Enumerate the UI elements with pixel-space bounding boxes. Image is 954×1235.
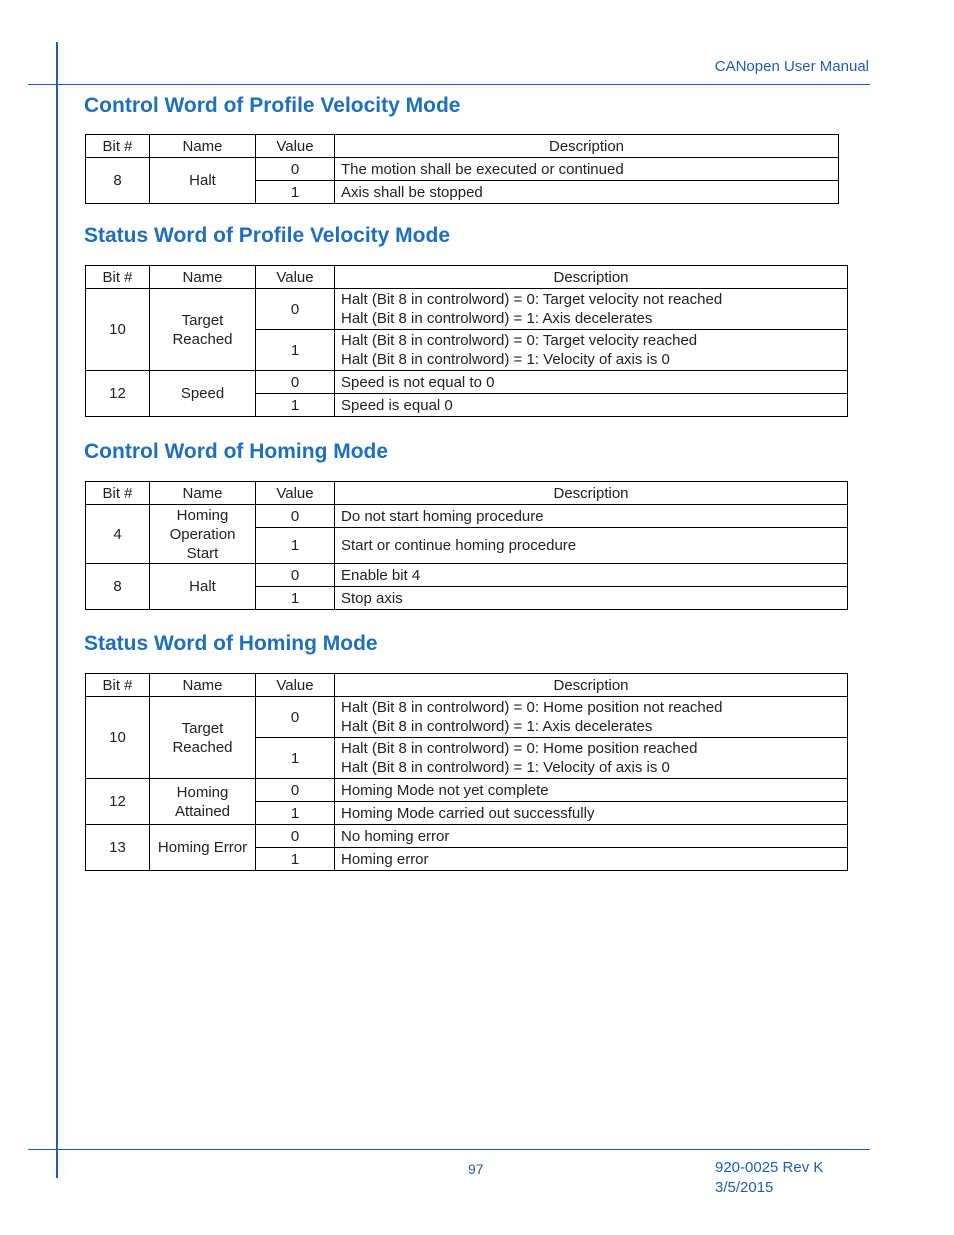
name-line: Reached <box>172 330 233 348</box>
value-cell: 0 <box>256 289 335 330</box>
description-line: Halt (Bit 8 in controlword) = 0: Target velocity not reached <box>341 291 723 308</box>
value-cell: 0 <box>256 158 335 181</box>
value-cell: 0 <box>256 825 335 848</box>
col-bit: Bit # <box>86 674 150 697</box>
description-line: Halt (Bit 8 in controlword) = 1: Axis decelerates <box>341 718 653 735</box>
col-description: Description <box>335 135 839 158</box>
col-value: Value <box>256 135 335 158</box>
name-line: Reached <box>172 738 233 756</box>
bit-cell: 8 <box>86 564 150 610</box>
table-row <box>86 158 839 181</box>
table-row <box>86 564 848 587</box>
value-cell: 1 <box>256 802 335 825</box>
name-cell <box>150 289 256 371</box>
table-row <box>86 371 848 394</box>
bit-cell: 12 <box>86 779 150 825</box>
col-name: Name <box>150 674 256 697</box>
table-header-row <box>86 482 848 505</box>
col-name: Name <box>150 135 256 158</box>
left-margin-rule <box>56 42 58 1178</box>
col-value: Value <box>256 674 335 697</box>
name-cell <box>150 779 256 825</box>
description-cell: The motion shall be executed or continued <box>335 158 839 181</box>
name-cell: Halt <box>150 564 256 610</box>
col-value: Value <box>256 482 335 505</box>
value-cell: 1 <box>256 528 335 564</box>
description-cell: Stop axis <box>335 587 848 610</box>
name-cell: Homing Error <box>150 825 256 871</box>
bit-cell: 8 <box>86 158 150 204</box>
value-cell: 1 <box>256 587 335 610</box>
name-line: Start <box>186 544 219 562</box>
description-cell: Speed is not equal to 0 <box>335 371 848 394</box>
bit-cell: 13 <box>86 825 150 871</box>
col-bit: Bit # <box>86 266 150 289</box>
bit-cell: 10 <box>86 289 150 371</box>
col-bit: Bit # <box>86 482 150 505</box>
description-line: Halt (Bit 8 in controlword) = 1: Velocity of axis is 0 <box>341 351 670 368</box>
description-cell: No homing error <box>335 825 848 848</box>
name-cell: Speed <box>150 371 256 417</box>
table-row <box>86 289 848 330</box>
description-cell: Enable bit 4 <box>335 564 848 587</box>
col-bit: Bit # <box>86 135 150 158</box>
page-number: 97 <box>468 1161 484 1177</box>
manual-title: CANopen User Manual <box>714 58 869 75</box>
value-cell: 1 <box>256 394 335 417</box>
table-row <box>86 825 848 848</box>
description-cell <box>335 697 848 738</box>
description-line: Halt (Bit 8 in controlword) = 1: Velocity of axis is 0 <box>341 759 670 776</box>
value-cell: 0 <box>256 564 335 587</box>
name-line: Homing <box>176 506 229 524</box>
bit-cell: 12 <box>86 371 150 417</box>
value-cell: 0 <box>256 505 335 528</box>
document-date: 3/5/2015 <box>715 1179 774 1196</box>
name-cell <box>150 697 256 779</box>
section-title: Status Word of Profile Velocity Mode <box>84 224 450 247</box>
description-cell: Homing Mode carried out successfully <box>335 802 848 825</box>
description-line: Halt (Bit 8 in controlword) = 0: Target velocity reached <box>341 332 698 349</box>
name-cell <box>150 505 256 564</box>
name-line: Attained <box>174 802 231 820</box>
value-cell: 0 <box>256 697 335 738</box>
status-word-homing-table <box>85 673 848 871</box>
bit-cell: 10 <box>86 697 150 779</box>
name-line: Homing <box>176 783 229 801</box>
footer-rule <box>28 1149 870 1150</box>
section-title: Control Word of Profile Velocity Mode <box>84 94 461 117</box>
description-cell: Start or continue homing procedure <box>335 528 848 564</box>
status-word-velocity-table <box>85 265 848 417</box>
value-cell: 1 <box>256 738 335 779</box>
table-row <box>86 697 848 738</box>
description-cell: Axis shall be stopped <box>335 181 839 204</box>
description-line: Halt (Bit 8 in controlword) = 0: Home position reached <box>341 740 698 757</box>
document-number: 920-0025 Rev K <box>715 1159 824 1176</box>
col-description: Description <box>335 482 848 505</box>
document-revision <box>715 1158 823 1198</box>
description-cell: Speed is equal 0 <box>335 394 848 417</box>
description-cell: Homing Mode not yet complete <box>335 779 848 802</box>
table-header-row <box>86 266 848 289</box>
description-cell: Homing error <box>335 848 848 871</box>
value-cell: 1 <box>256 330 335 371</box>
table-row <box>86 779 848 802</box>
value-cell: 0 <box>256 779 335 802</box>
header-rule <box>28 84 870 85</box>
col-description: Description <box>335 674 848 697</box>
name-line: Target <box>181 719 224 737</box>
table-row <box>86 505 848 528</box>
value-cell: 0 <box>256 371 335 394</box>
col-description: Description <box>335 266 848 289</box>
value-cell: 1 <box>256 181 335 204</box>
description-cell <box>335 330 848 371</box>
section-title: Control Word of Homing Mode <box>84 440 389 463</box>
col-value: Value <box>256 266 335 289</box>
value-cell: 1 <box>256 848 335 871</box>
section-title: Status Word of Homing Mode <box>84 632 378 655</box>
control-word-homing-table <box>85 481 848 610</box>
name-line: Target <box>181 311 224 329</box>
description-cell: Do not start homing procedure <box>335 505 848 528</box>
name-cell: Halt <box>150 158 256 204</box>
table-header-row <box>86 135 839 158</box>
bit-cell: 4 <box>86 505 150 564</box>
control-word-velocity-table <box>85 134 839 204</box>
table-header-row <box>86 674 848 697</box>
col-name: Name <box>150 482 256 505</box>
description-line: Halt (Bit 8 in controlword) = 0: Home position not reached <box>341 699 723 716</box>
description-line: Halt (Bit 8 in controlword) = 1: Axis decelerates <box>341 310 653 327</box>
description-cell <box>335 289 848 330</box>
description-cell <box>335 738 848 779</box>
col-name: Name <box>150 266 256 289</box>
name-line: Operation <box>169 525 236 543</box>
